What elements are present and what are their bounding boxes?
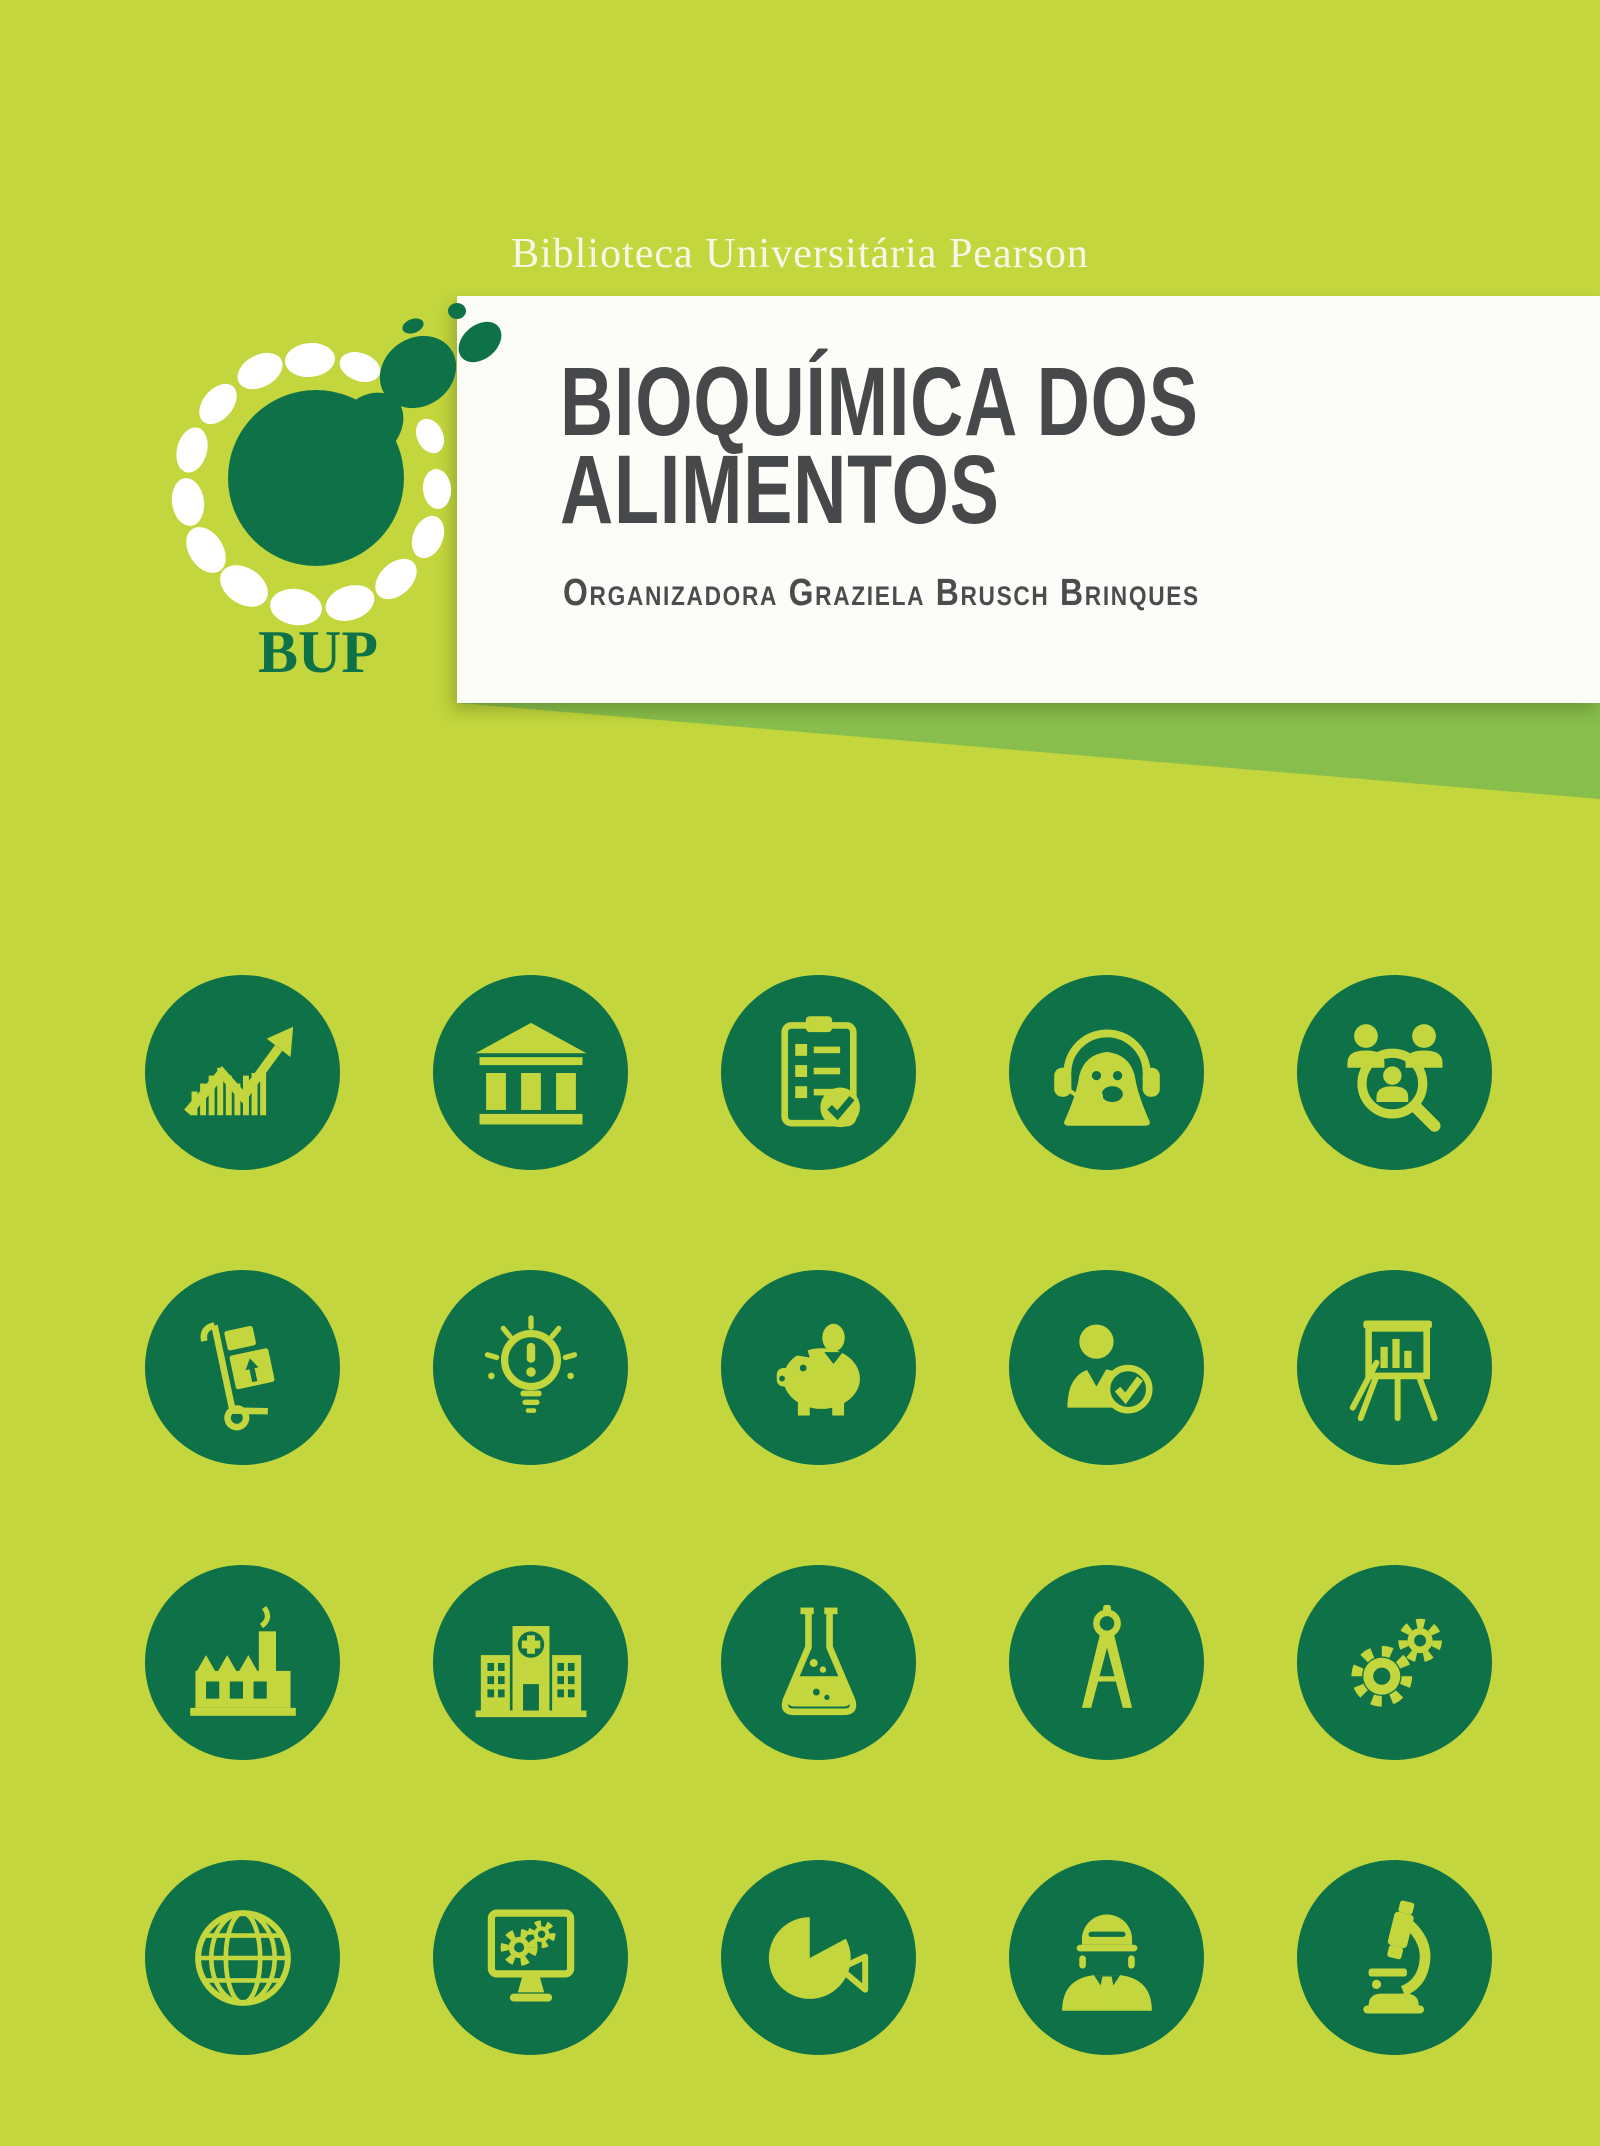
idea-alert-icon xyxy=(465,1302,597,1434)
pie-chart-icon xyxy=(753,1892,885,2024)
icon-cell-factory xyxy=(145,1565,340,1760)
brand-text: Biblioteca Universitária Pearson xyxy=(511,231,1089,277)
globe-icon xyxy=(177,1892,309,2024)
gears-icon xyxy=(1329,1597,1461,1729)
engineer-icon xyxy=(1041,1892,1173,2024)
icon-cell-talent-search xyxy=(1297,975,1492,1170)
icon-cell-person-approved xyxy=(1009,1270,1204,1465)
icon-cell-computer-gears xyxy=(433,1860,628,2055)
icon-cell-globe xyxy=(145,1860,340,2055)
icon-cell-drafting-compass xyxy=(1009,1565,1204,1760)
person-approved-icon xyxy=(1041,1302,1173,1434)
icon-cell-engineer xyxy=(1009,1860,1204,2055)
piggy-bank-icon xyxy=(753,1302,885,1434)
checklist-icon xyxy=(753,1007,885,1139)
icon-cell-presentation xyxy=(1297,1270,1492,1465)
diagonal-wedge xyxy=(0,703,1600,799)
book-subtitle: Organizadora Graziela Brusch Brinques xyxy=(563,572,1200,614)
bank-icon xyxy=(465,1007,597,1139)
customer-support-icon xyxy=(1041,1007,1173,1139)
icon-cell-piggy-bank xyxy=(721,1270,916,1465)
drafting-compass-icon xyxy=(1041,1597,1173,1729)
factory-icon xyxy=(177,1597,309,1729)
icon-cell-hospital xyxy=(433,1565,628,1760)
lab-flask-icon xyxy=(753,1597,885,1729)
growth-chart-icon xyxy=(177,1007,309,1139)
icon-cell-bank xyxy=(433,975,628,1170)
icon-cell-pie-chart xyxy=(721,1860,916,2055)
book-title-line2: ALIMENTOS xyxy=(560,435,1000,544)
hospital-icon xyxy=(465,1597,597,1729)
icon-cell-checklist xyxy=(721,975,916,1170)
icon-cell-growth-chart xyxy=(145,975,340,1170)
presentation-icon xyxy=(1329,1302,1461,1434)
icon-cell-idea-alert xyxy=(433,1270,628,1465)
icon-cell-customer-support xyxy=(1009,975,1204,1170)
microscope-icon xyxy=(1329,1892,1461,2024)
logo-blob xyxy=(228,303,509,566)
icon-cell-lab-flask xyxy=(721,1565,916,1760)
icon-cell-gears xyxy=(1297,1565,1492,1760)
book-title-line1: BIOQUÍMICA DOS xyxy=(560,347,1199,456)
computer-gears-icon xyxy=(465,1892,597,2024)
bup-logo xyxy=(140,280,540,690)
icon-cell-microscope xyxy=(1297,1860,1492,2055)
icon-grid xyxy=(145,975,1492,2055)
talent-search-icon xyxy=(1329,1007,1461,1139)
logo-acronym: BUP xyxy=(258,619,378,685)
hand-truck-icon xyxy=(177,1302,309,1434)
icon-cell-hand-truck xyxy=(145,1270,340,1465)
title-banner xyxy=(457,296,1600,703)
book-title xyxy=(560,347,1199,544)
